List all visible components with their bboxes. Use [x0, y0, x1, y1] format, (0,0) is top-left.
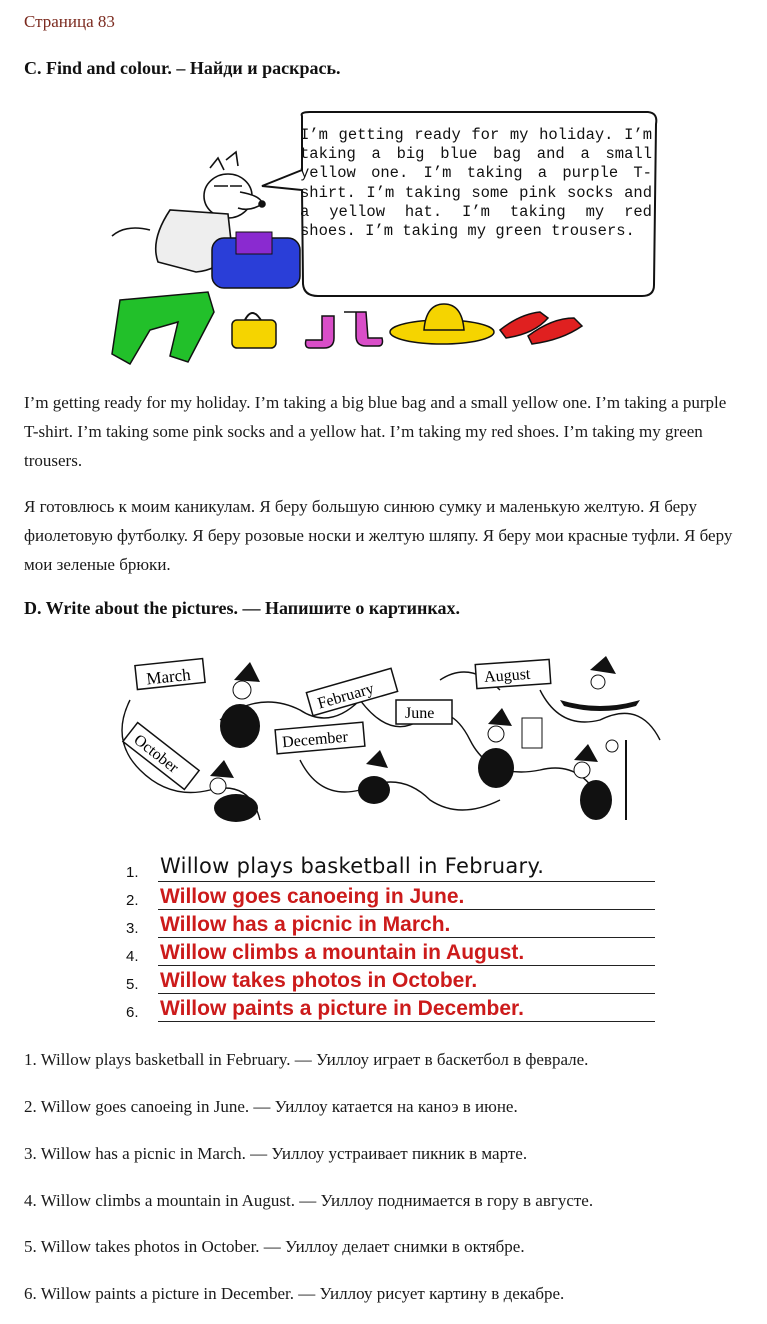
- translation-line: 2. Willow goes canoeing in June. — Уиллоу катается на каноэ в июне.: [24, 1097, 518, 1116]
- witch-basketball-icon: [574, 740, 626, 820]
- line-row: [120, 968, 665, 996]
- example-answer: Willow plays basketball in February.: [160, 854, 545, 878]
- answer-lines: [120, 856, 665, 1024]
- section-c-text-en: I’m getting ready for my holiday. I’m taking a big blue bag and a small yellow one. I’m taking a purple T-shirt. I’m taking some pink socks and a yellow hat. I’m taking my red shoes. I’m taking my green trousers.: [24, 393, 727, 470]
- line-row: [120, 940, 665, 968]
- label-february: [306, 668, 397, 715]
- line-number: 6.: [126, 1004, 139, 1021]
- witch-climbing-icon: [358, 750, 390, 804]
- label-august: [475, 659, 550, 688]
- witch-picnic-icon: [220, 662, 260, 748]
- answer-text: Willow takes photos in October.: [160, 969, 478, 992]
- witch-canoe-icon: [560, 656, 640, 711]
- label-december: [275, 722, 365, 754]
- line-row: [120, 912, 665, 940]
- answer-text: Willow climbs a mountain in August.: [160, 941, 525, 964]
- witch-photos-icon: [210, 760, 258, 822]
- line-number: 3.: [126, 920, 139, 937]
- label-june: [396, 700, 452, 724]
- line-number: 5.: [126, 976, 139, 993]
- translation-line: 4. Willow climbs a mountain in August. — Уиллоу поднимается в гору в августе.: [24, 1191, 594, 1210]
- maze-lines: [122, 672, 660, 820]
- svg-text:October: October: [130, 731, 182, 777]
- svg-text:December: December: [281, 728, 349, 752]
- translation-line: 1. Willow plays basketball in February. — Уиллоу играет в баскетбол в феврале.: [24, 1050, 589, 1069]
- answer-text: Willow has a picnic in March.: [160, 913, 451, 936]
- writing-rule: [158, 881, 655, 882]
- label-march: [135, 659, 205, 690]
- line-row: [120, 996, 665, 1024]
- line-row: [120, 884, 665, 912]
- writing-rule: [158, 937, 655, 938]
- svg-text:August: August: [483, 665, 531, 686]
- section-d-heading: D. Write about the pictures. — Напишите о картинках.: [24, 598, 460, 618]
- witch-painting-icon: [478, 708, 542, 788]
- svg-text:March: March: [145, 664, 192, 689]
- writing-rule: [158, 965, 655, 966]
- translation-line: 3. Willow has a picnic in March. — Уиллоу устраивает пикник в марте.: [24, 1144, 528, 1163]
- section-c-text-ru: Я готовлюсь к моим каникулам. Я беру большую синюю сумку и маленькую желтую. Я беру фиолетовую футболку. Я беру розовые носки и желтую шляпу. Я беру мои красные туфли. Я беру мои зеленые брюки.: [24, 497, 733, 574]
- line-number: 1.: [126, 864, 139, 881]
- section-c-heading: C. Find and colour. – Найди и раскрась.: [24, 58, 341, 78]
- line-number: 4.: [126, 948, 139, 965]
- line-number: 2.: [126, 892, 139, 909]
- page-number: Страница 83: [24, 12, 115, 31]
- translation-line: 5. Willow takes photos in October. — Уиллоу делает снимки в октябре.: [24, 1237, 525, 1256]
- answer-text: Willow paints a picture in December.: [160, 997, 524, 1020]
- line-row: [120, 856, 665, 884]
- writing-rule: [158, 909, 655, 910]
- writing-rule: [158, 993, 655, 994]
- label-october: [123, 723, 199, 790]
- speech-bubble-text: I’m getting ready for my holiday. I’m taking a big blue bag and a small yellow one. I’m taking a purple T-shirt. I’m taking some pink socks and a yellow hat. I’m taking my red shoes. I’m taking my green trousers.: [300, 126, 652, 241]
- translation-line: 6. Willow paints a picture in December. — Уиллоу рисует картину в декабре.: [24, 1284, 565, 1303]
- answer-text: Willow goes canoeing in June.: [160, 885, 465, 908]
- svg-text:February: February: [315, 680, 376, 713]
- svg-text:June: June: [405, 705, 435, 722]
- writing-rule: [158, 1021, 655, 1022]
